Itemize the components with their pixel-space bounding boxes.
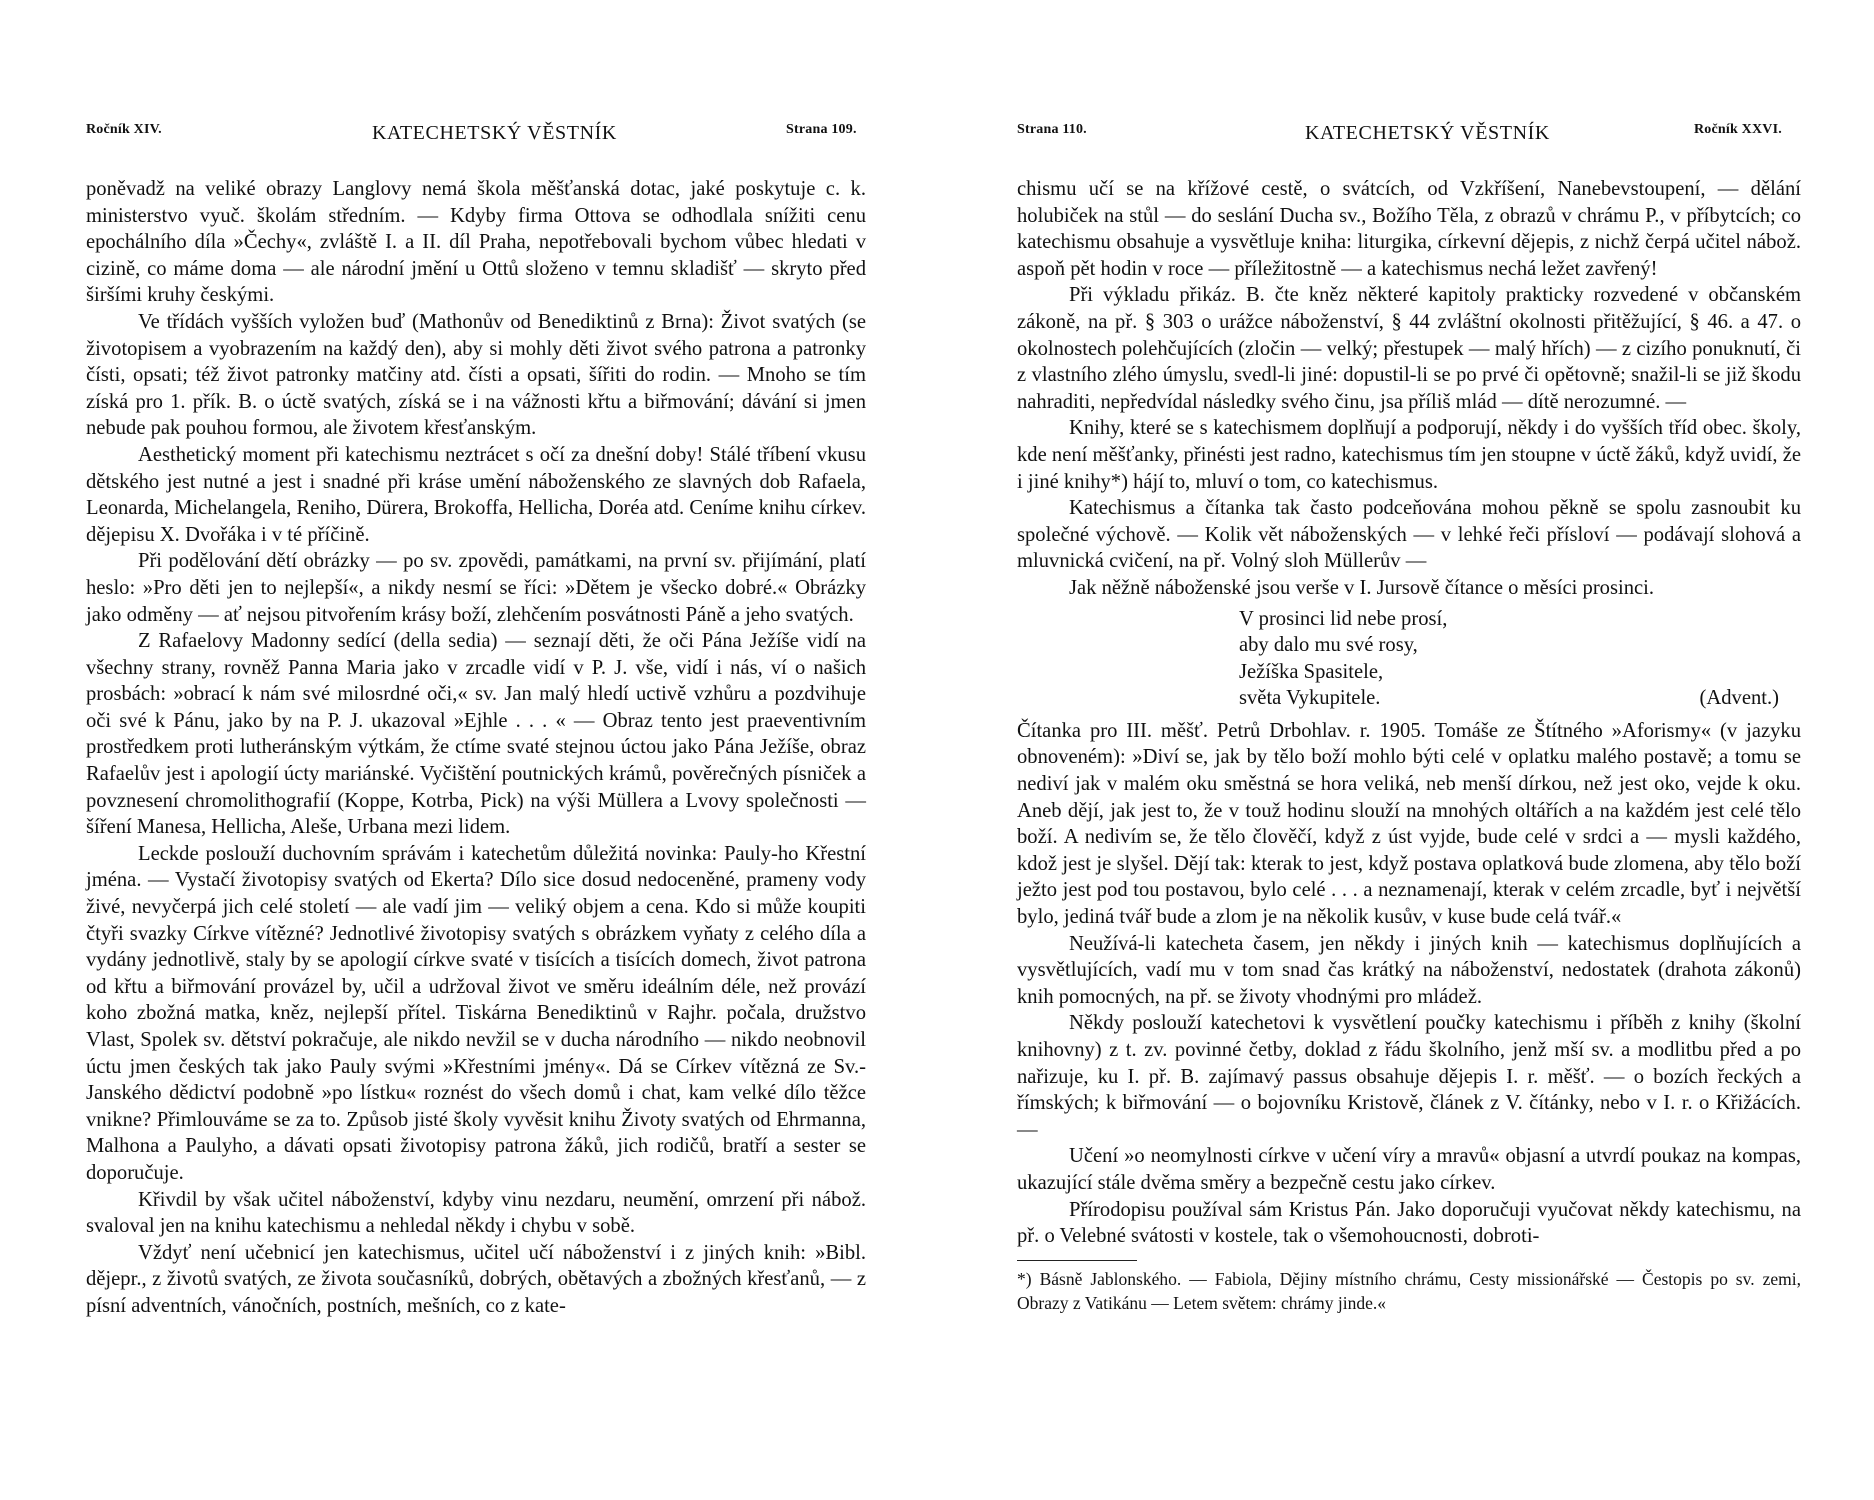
volume-label: Ročník XIV. <box>86 122 162 137</box>
left-page-body <box>86 176 866 1320</box>
paragraph: Leckde poslouží duchovním správám i katechetům důležitá novinka: Pauly-ho Křestní jména. — Vystačí životopisy svatých od Ekerta? Dílo sice dosud nedoceněné, prameny vody živé, nevyčerpá jich celé století — ale vadí jim — veliký objem a cena. Kdo si může koupiti čtyři svazky Církve vítězné? Jednotlivé životopisy svatých s obrázkem vyňaty z celého díla a vydány jednotlivě, staly by se apologií církve svaté v tisících a tisících domech, život patrona od křtu a biřmování provázel by, učil a udržoval život ve směru ideálním déle, než provází koho zbožná matka, kněz, nejlepší přítel. Tiskárna Benediktinů v Rajhr. počala, družstvo Vlast, Spolek sv. dětství pokračuje, ale nikdo nevžil se v ducha národního — nikdo neobnovil úctu jmen českých tak jako Pauly svými »Křestními jmény«. Dá se Církev vítězná ze Sv.-Janského dědictví podobně »po lístku« roznést do všech domů i chat, kam velké dílo těžce vnikne? Přimlouváme se za to. Způsob jisté školy vyvěsit knihu Životy svatých od Ehrmanna, Malhona a Paulyho, a dávati opsati životopisy patrona žáků, jich rodičů, bratří a sester se doporučuje. <box>86 842 866 1184</box>
paragraph: chismu učí se na křížové cestě, o svátcích, od Vzkříšení, Nanebevstoupení, — dělání holubiček na stůl — do seslání Ducha sv., Božího Těla, z obrazů v chrámu P., v příbytcích; co katechismu obsahuje a vysvětluje kniha: liturgika, církevní dějepis, z nichž čerpá učitel nábož. aspoň pět hodin v roce — příležitostně — a katechismus nechá ležet zavřený! <box>1017 178 1801 280</box>
paragraph: poněvadž na veliké obrazy Langlovy nemá škola měšťanská dotac, jaké poskytuje c. k. ministerstvo vyuč. školám středním. — Kdyby firma Ottova se odhodlala snížiti cenu epochálního díla »Čechy«, zvláště I. a II. díl Praha, nepotřebovali bychom vůbec hledati v cizině, co máme doma — ale národní jmění u Ottů složeno v temnu skladišť — skryto před širšími kruhy českými. <box>86 178 866 307</box>
right-page <box>937 0 1874 1500</box>
paragraph: Křivdil by však učitel náboženství, kdyby vinu nezdaru, neumění, omrzení při nábož. svaloval jen na knihu katechismu a nehledal někdy i chybu v sobě. <box>86 1188 866 1238</box>
right-page-body <box>1017 176 1801 1315</box>
paragraph: Aesthetický moment při katechismu neztrácet s očí za dnešní doby! Stálé tříbení vkusu dětského jest nutné a jest i snadné při kráse umění náboženského ze slavných dob Rafaela, Leonarda, Michelangela, Reniho, Dürera, Brokoffa, Hellicha, Doréa atd. Ceníme knihu církev. dějepisu X. Dvořáka i v té příčině. <box>86 443 866 546</box>
journal-title: KATECHETSKÝ VĚSTNÍK <box>1305 122 1550 144</box>
page-number: Strana 110. <box>1017 122 1087 137</box>
poem-line: světa Vykupitele. <box>1239 687 1381 710</box>
paragraph: Neužívá-li katecheta časem, jen někdy i jiných knih — katechismus doplňujících a vysvětlujících, vadí mu v tom snad čas krátký na náboženství, nedostatek (drahota zákonů) knih pomocných, na př. se životy vhodnými pro mládež. <box>1017 932 1801 1008</box>
footnote-divider <box>1017 1260 1137 1261</box>
paragraph: Čítanka pro III. měšť. Petrů Drbohlav. r. 1905. Tomáše ze Štítného »Aforismy« (v jazyku obnoveném): »Diví se, jak by tělo boží mohlo býti celé v oplatku malého postavě; a tomu se nediví jak v malém oku směstná se hora veliká, neb menší dírkou, než jest oko, vejde k oku. Aneb dějí, jak jest to, že v touž hodinu slouží na mnohých oltářích a na každém jest celé tělo boží. A nedivím se, že tělo člověčí, když z úst vyjde, bude celé v srdci a — mysli každého, kdož jest je slyšel. Dějí tak: kterak to jest, když postava oplatková bude zlomena, aby tělo boží ježto jest pod tou postavou, bylo celé . . . a neznamenají, kterak v celém zrcadle, byť i největší bylo, jediná tvář bude a zlom je na několik kusův, v kuse bude celá tvář.« <box>1017 719 1801 929</box>
footnote: *) Básně Jablonského. — Fabiola, Dějiny místního chrámu, Cesty missionářské — Čestopis po sv. zemi, Obrazy z Vatikánu — Letem světem: chrámy jinde.« <box>1017 1268 1801 1313</box>
paragraph: Učení »o neomylnosti církve v učení víry a mravů« objasní a utvrdí poukaz na kompas, ukazující stále dvěma směry a bezpečně cestu jako církev. <box>1017 1145 1801 1194</box>
poem-last-line <box>1239 685 1779 712</box>
paragraph: Katechismus a čítanka tak často podceňována mohou pěkně se spolu zasnoubit ku společné výchově. — Kolik vět náboženských — v lehké řeči přísloví — podávají slohová a mluvnická cvičení, na př. Volný sloh Müllerův — <box>1017 497 1801 573</box>
paragraph: Jak něžně náboženské jsou verše v I. Jursově čítance o měsíci prosinci. <box>1069 576 1655 599</box>
paragraph: Při podělování dětí obrázky — po sv. zpovědi, památkami, na první sv. přijímání, platí heslo: »Pro děti jen to nejlepší«, a nikdy nesmí se říci: »Dětem je všecko dobré.« Obrázky jako odměny — ať nejsou pitvořením krásy boží, zlehčením posvátnosti Páně a jeho svatých. <box>86 550 866 626</box>
poem-line: V prosinci lid nebe prosí, <box>1239 607 1448 630</box>
paragraph: Z Rafaelovy Madonny sedící (della sedia) — seznají děti, že oči Pána Ježíše vidí na všechny strany, rovněž Panna Maria jako v zrcadle vidí v P. J. vše, vidí i nás, ví o našich prosbách: »obrací k nám své milosrdné oči,« sv. Jan malý hledí uctivě vzhůru a pozdvihuje oči své k Pánu, jako by na P. J. ukazoval »Ejhle . . . « — Obraz tento jest praeventivním prostředkem proti lutheránským výtkám, že ctíme svaté stejnou úctou jako Pána Ježíše, obraz Rafaelův jest i apologií úcty mariánské. Vyčištění poutnických krámů, pověrečných písniček a povznesení chromolithografií (Koppe, Kotrba, Pick) na výši Müllera a Lvovy společnosti — šíření Manesa, Hellicha, Aleše, Urbana mezi lidem. <box>86 630 866 839</box>
paragraph: Někdy poslouží katechetovi k vysvětlení poučky katechismu i příběh z knihy (školní knihovny) z t. zv. povinné četby, doklad z řádu školního, jenž mší sv. a modlitbu před a po nařizuje, ku I. př. B. zajímavý passus obsahuje dějepis I. r. měšť. — o bozích řeckých a římských; k biřmování — o bojovníku Kristově, článek z V. čítánky, nebo v I. r. o Křižácích. — <box>1017 1012 1801 1141</box>
paragraph: Vždyť není učebnicí jen katechismus, učitel učí náboženství i z jiných knih: »Bibl. dějepr., z životů svatých, ze života současníků, dobrých, obětavých a zbožných křesťanů, — z písní adventních, vánočních, postních, mešních, co z kate- <box>86 1241 866 1317</box>
poem-line: aby dalo mu své rosy, <box>1239 634 1418 657</box>
journal-title: KATECHETSKÝ VĚSTNÍK <box>372 122 617 144</box>
paragraph: Knihy, které se s katechismem doplňují a podporují, někdy i do vyšších tříd obec. školy, kde není měšťanky, přinésti jest radno, katechismus tím jen stoupne v úctě žáků, když uvidí, že i jiné knihy*) hájí to, mluví o tom, co katechismus. <box>1017 417 1801 493</box>
poem <box>1239 606 1779 712</box>
poem-source: (Advent.) <box>1699 687 1779 710</box>
page-number: Strana 109. <box>786 122 857 137</box>
poem-line: Ježíška Spasitele, <box>1239 660 1384 683</box>
paragraph: Přírodopisu používal sám Kristus Pán. Jako doporučuji vyučovat někdy katechismu, na př. o Velebné svátosti v kostele, tak o všemohoucnosti, dobroti- <box>1017 1198 1801 1248</box>
paragraph: Ve třídách vyšších vyložen buď (Mathonův od Benediktinů z Brna): Život svatých (se životopisem a vyobrazením na každý den), aby si mohly děti život svého patrona a patronky čísti, opsati; též život patronky matčiny atd. čísti a opsati, šířiti do rodin. — Mnoho se tím získá pro 1. přík. B. o úctě svatých, získá se i na vážnosti křtu a biřmování; dávání si jmen nebude pak pouhou formou, ale životem křesťanským. <box>86 310 866 440</box>
volume-label: Ročník XXVI. <box>1694 122 1782 137</box>
paragraph: Při výkladu přikáz. B. čte kněz některé kapitoly prakticky rozvedené v občanském zákoně, na př. § 303 o urážce náboženství, § 44 zvláštní okolnosti přitěžující, § 46. a 47. o okolnostech polehčujících (zločin — velký; přestupek — malý hřích) — z cizího ponuknutí, či z vlastního zlého úmyslu, svedl-li jiné: dopustil-li se po prvé či opětovně; snažil-li se již škodu nahraditi, nepředvídal následky svého činu, jsa příliš mlád — dítě nerozumné. — <box>1017 284 1801 413</box>
